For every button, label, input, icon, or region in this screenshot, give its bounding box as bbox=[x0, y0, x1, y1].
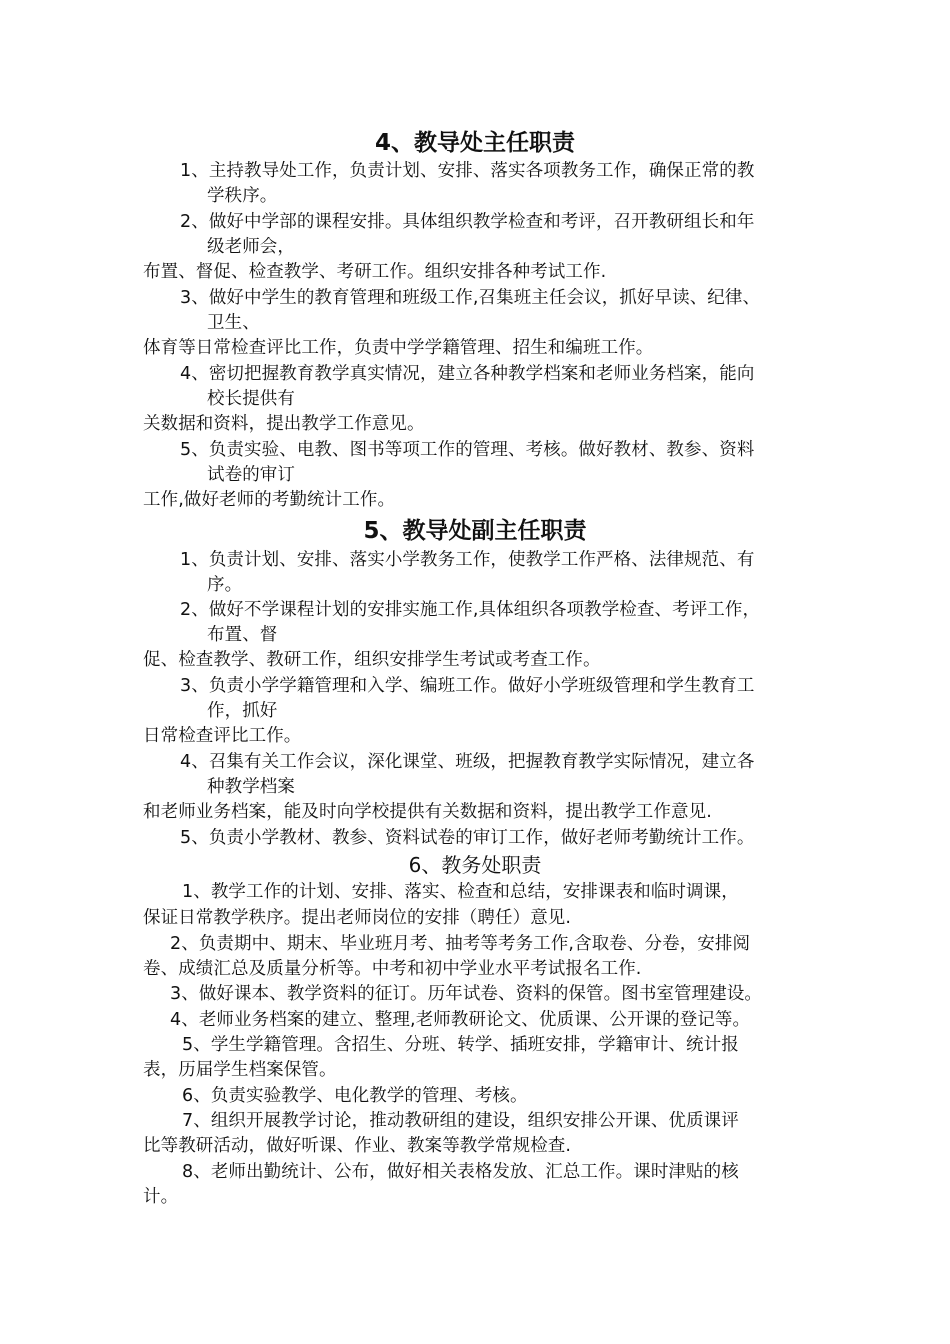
section-4-line: 布置、督促、检查教学、考研工作。组织安排各种考试工作. bbox=[143, 262, 607, 282]
section-6-line: 7、组织开展教学讨论，推动教研组的建设，组织安排公开课、优质课评 bbox=[182, 1111, 739, 1131]
section-6-line: 6、负责实验教学、电化教学的管理、考核。 bbox=[182, 1086, 528, 1106]
section-5-line: 作，抓好 bbox=[207, 701, 278, 721]
section-6-line: 表，历届学生档案保管。 bbox=[143, 1060, 337, 1080]
section-4-line: 1、主持教导处工作，负责计划、安排、落实各项教务工作，确保正常的教 bbox=[180, 161, 755, 181]
section-5-title: 5、教导处副主任职责 bbox=[363, 518, 587, 544]
section-6-line: 4、老师业务档案的建立、整理,老师教研论文、优质课、公开课的登记等。 bbox=[170, 1010, 751, 1030]
section-6-line: 3、做好课本、教学资料的征订。历年试卷、资料的保管。图书室管理建设。 bbox=[170, 984, 763, 1004]
section-4-line: 试卷的审订 bbox=[207, 465, 295, 485]
section-6-line: 保证日常教学秩序。提出老师岗位的安排（聘任）意见. bbox=[143, 908, 572, 928]
section-5-line: 4、召集有关工作会议，深化课堂、班级，把握教育教学实际情况，建立各 bbox=[180, 752, 755, 772]
section-5-line: 2、做好不学课程计划的安排实施工作,具体组织各项教学检查、考评工作， bbox=[180, 600, 761, 620]
section-5-line: 和老师业务档案，能及时向学校提供有关数据和资料，提出教学工作意见. bbox=[143, 802, 712, 822]
section-6-line: 比等教研活动，做好听课、作业、教案等教学常规检查. bbox=[143, 1136, 572, 1156]
section-6-line: 5、学生学籍管理。含招生、分班、转学、插班安排，学籍审计、统计报 bbox=[182, 1035, 739, 1055]
section-4-line: 体育等日常检查评比工作，负责中学学籍管理、招生和编班工作。 bbox=[143, 338, 654, 358]
section-4-line: 关数据和资料，提出教学工作意见。 bbox=[143, 414, 425, 434]
section-5-line: 1、负责计划、安排、落实小学教务工作，使教学工作严格、法律规范、有 bbox=[180, 550, 755, 570]
section-4-line: 2、做好中学部的课程安排。具体组织教学检查和考评，召开教研组长和年 bbox=[180, 212, 755, 232]
section-4-line: 5、负责实验、电教、图书等项工作的管理、考核。做好教材、教参、资料 bbox=[180, 440, 755, 460]
section-4-title: 4、教导处主任职责 bbox=[374, 130, 575, 156]
section-5-line: 种教学档案 bbox=[207, 777, 295, 797]
section-5-line: 5、负责小学教材、教参、资料试卷的审订工作，做好老师考勤统计工作。 bbox=[180, 828, 755, 848]
section-5-line: 布置、督 bbox=[207, 625, 278, 645]
section-5-line: 日常检查评比工作。 bbox=[143, 726, 302, 746]
section-4-line: 级老师会， bbox=[207, 237, 295, 257]
section-6-line: 1、教学工作的计划、安排、落实、检查和总结，安排课表和临时调课， bbox=[182, 882, 739, 902]
section-6-title: 6、教务处职责 bbox=[408, 853, 542, 877]
section-4-line: 卫生、 bbox=[207, 313, 260, 333]
section-5-line: 促、检查教学、教研工作，组织安排学生考试或考查工作。 bbox=[143, 650, 601, 670]
section-6-line: 卷、成绩汇总及质量分析等。中考和初中学业水平考试报名工作. bbox=[143, 959, 642, 979]
section-6-line: 8、老师出勤统计、公布，做好相关表格发放、汇总工作。课时津贴的核 bbox=[182, 1162, 739, 1182]
section-4-line: 3、做好中学生的教育管理和班级工作,召集班主任会议，抓好早读、纪律、 bbox=[180, 288, 761, 308]
section-4-line: 工作,做好老师的考勤统计工作。 bbox=[143, 490, 396, 510]
section-5-line: 3、负责小学学籍管理和入学、编班工作。做好小学班级管理和学生教育工 bbox=[180, 676, 755, 696]
section-4-line: 学秩序。 bbox=[207, 186, 278, 206]
section-6-line: 计。 bbox=[143, 1187, 179, 1207]
section-4-line: 4、密切把握教育教学真实情况，建立各种教学档案和老师业务档案，能向 bbox=[180, 364, 755, 384]
section-6-line: 2、负责期中、期末、毕业班月考、抽考等考务工作,含取卷、分卷，安排阅 bbox=[170, 934, 751, 954]
section-4-line: 校长提供有 bbox=[207, 389, 295, 409]
section-5-line: 序。 bbox=[207, 575, 243, 595]
